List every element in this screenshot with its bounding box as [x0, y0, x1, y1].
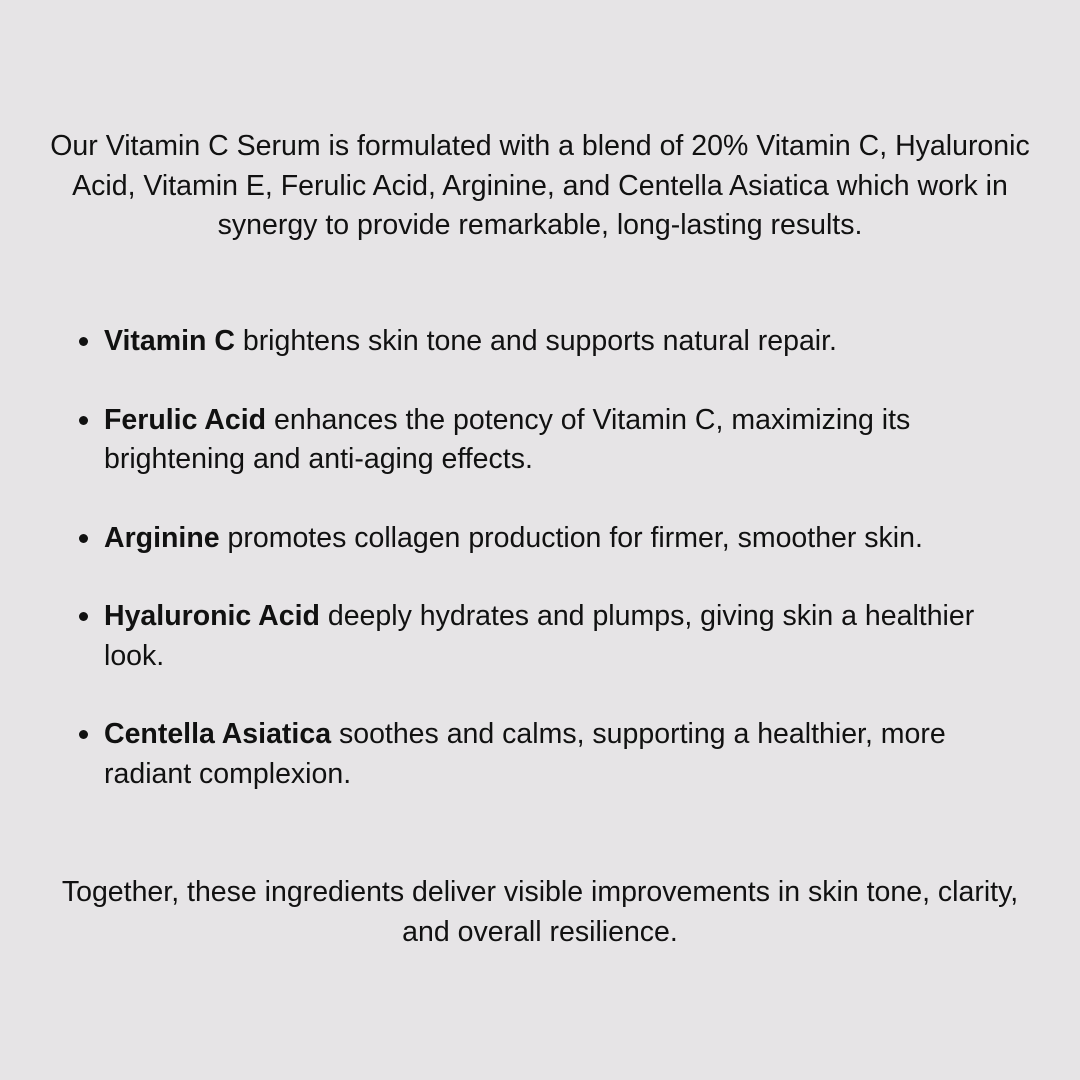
intro-paragraph: Our Vitamin C Serum is formulated with a blend of 20% Vitamin C, Hyaluronic Acid, Vitamin E, Ferulic Acid, Arginine, and Centella Asiatica which work in synergy to provide remarkable, long-lasting results.	[50, 130, 1030, 241]
ingredient-name: Centella Asiatica	[104, 718, 332, 750]
benefit-item-hyaluronic-acid	[76, 597, 1036, 676]
ingredient-name: Vitamin C	[104, 325, 235, 357]
ingredient-description: brightens skin tone and supports natural repair.	[234, 325, 837, 357]
bullet-icon	[79, 416, 88, 425]
outro-paragraph: Together, these ingredients deliver visible improvements in skin tone, clarity, and overall resilience.	[61, 876, 1019, 948]
bullet-icon	[79, 337, 88, 346]
ingredient-description: soothes and calms, supporting a healthier, more radiant complexion.	[104, 718, 946, 790]
bullet-icon	[79, 534, 88, 543]
benefit-item-vitamin-c	[76, 322, 1036, 362]
ingredient-name: Ferulic Acid	[104, 403, 267, 436]
ingredient-name: Arginine	[104, 521, 220, 554]
benefit-item-ferulic-acid	[76, 401, 1036, 480]
benefit-item-arginine	[76, 519, 1036, 559]
ingredient-description: promotes collagen production for firmer, smoother skin.	[219, 521, 923, 554]
bullet-icon	[79, 612, 88, 621]
benefit-item-centella-asiatica	[76, 715, 1036, 794]
ingredient-description: deeply hydrates and plumps, giving skin a healthier look.	[104, 600, 975, 672]
ingredient-description: enhances the potency of Vitamin C, maximizing its brightening and anti-aging effects.	[104, 403, 911, 475]
ingredient-name: Hyaluronic Acid	[104, 600, 320, 632]
ingredient-benefits-list	[76, 322, 1036, 794]
bullet-icon	[79, 730, 88, 739]
